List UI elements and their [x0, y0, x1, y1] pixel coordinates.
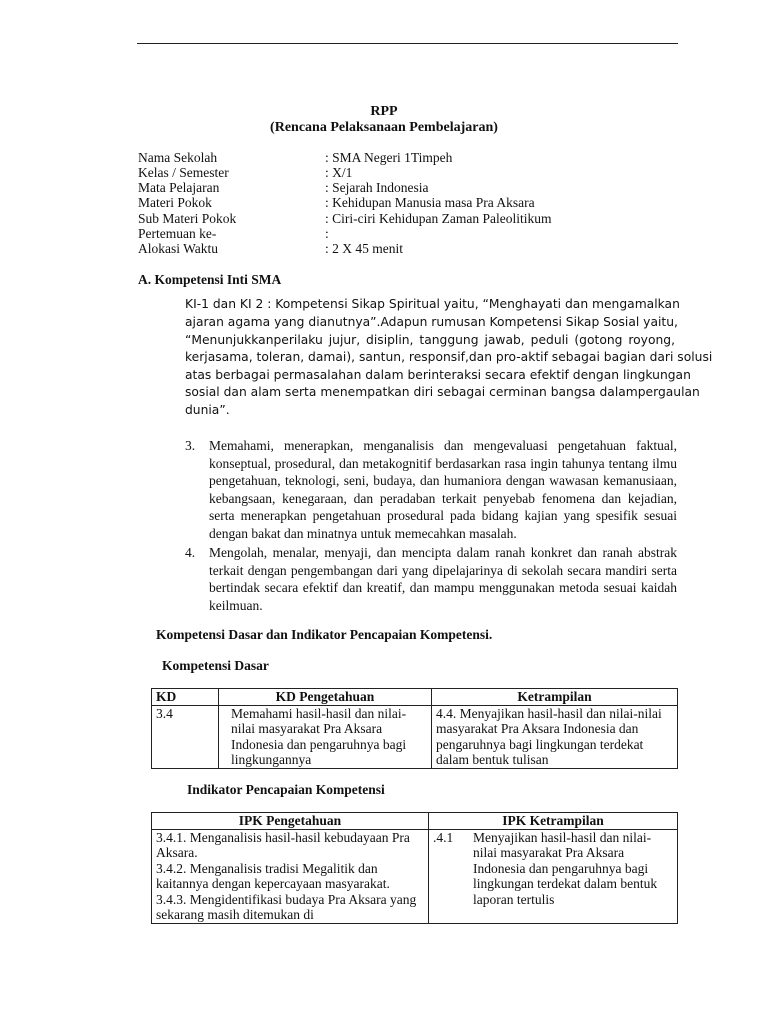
info-label: Alokasi Waktu [138, 241, 219, 256]
header-rule [137, 43, 678, 44]
document-title: RPP [370, 104, 398, 119]
ipk-item: 3.4.3. Mengidentifikasi budaya Pra Aksara yang sekarang masih ditemukan di [156, 891, 417, 922]
ipk-item: 3.4.1. Menganalisis hasil-hasil kebudayaan Pra Aksara. [156, 829, 410, 860]
ipk-ketrampilan-item [433, 830, 673, 908]
info-value: : 2 X 45 menit [325, 241, 403, 256]
kd-code-cell: 3.4 [152, 705, 219, 768]
info-label: Mata Pelajaran [138, 180, 220, 195]
ipk-heading: Indikator Pencapaian Kompetensi [187, 782, 385, 797]
info-value: : SMA Negeri 1Timpeh [325, 150, 453, 165]
ki-paragraph-line: sosial dan alam serta menempatkan diri sebagai cerminan bangsa dalampergaulan [185, 385, 700, 399]
info-value: : X/1 [325, 165, 353, 180]
info-value: : Kehidupan Manusia masa Pra Aksara [325, 195, 535, 210]
ki-paragraph-line: “Menunjukkanperilaku jujur, disiplin, tanggung jawab, peduli (gotong royong, [185, 333, 675, 347]
ipk-item: 3.4.2. Menganalisis tradisi Megalitik dan kaitannya dengan kepercayaan masyarakat. [156, 860, 390, 891]
ki-paragraph-line: dunia”. [185, 403, 230, 417]
table-row [152, 829, 678, 923]
section-a-heading: A. Kompetensi Inti SMA [138, 272, 282, 287]
item-text: Mengolah, menalar, menyaji, dan mencipta dalam ranah konkret dan ranah abstrak terkait dengan pengembangan dari yang dipelajarinya di sekolah secara mandiri serta bertindak secara efektif dan kreatif, dan mampu menggunakan metoda sesuai kaidah keilmuan. [209, 545, 677, 613]
item-number: 3. [185, 438, 196, 453]
item-text: Memahami, menerapkan, menganalisis dan mengevaluasi pengetahuan faktual, konseptual, prosedural, dan metakognitif berdasarkan rasa ingin tahunya tentang ilmu pengetahuan, teknologi, seni, budaya, dan humaniora dengan wawasan kemanusiaan, kebangsaan, kenegaraan, dan peradaban terkait penyebab fenomena dan kejadian, serta menerapkan pengetahuan prosedural pada bidang kajian yang spesifik sesuai dengan bakat dan minatnya untuk memecahkan masalah. [209, 438, 677, 541]
info-label: Nama Sekolah [138, 150, 218, 165]
ki-paragraph-line: kerjasama, toleran, damai), santun, responsif,dan pro-aktif sebagai bagian dari solusi [185, 350, 713, 364]
kd-pengetahuan-cell: Memahami hasil-hasil dan nilai-nilai masyarakat Pra Aksara Indonesia dan pengaruhnya bagi lingkungannya [219, 705, 432, 768]
kd-table [151, 688, 678, 769]
info-value: : Ciri-ciri Kehidupan Zaman Paleolitikum [325, 211, 552, 226]
ki-paragraph-line: atas berbagai permasalahan dalam berinteraksi secara efektif dengan lingkungan [185, 368, 691, 382]
ipk-ketrampilan-cell [429, 829, 678, 923]
item-number: 4. [185, 545, 196, 560]
info-label: Materi Pokok [138, 195, 212, 210]
info-value: : [325, 226, 329, 241]
info-value: : Sejarah Indonesia [325, 180, 429, 195]
info-label: Kelas / Semester [138, 165, 229, 180]
kd-ipk-heading: Kompetensi Dasar dan Indikator Pencapaian Kompetensi. [156, 627, 493, 642]
kd-ketrampilan-cell: 4.4. Menyajikan hasil-hasil dan nilai-nilai masyarakat Pra Aksara Indonesia dan pengaruhnya bagi lingkungan terdekat dalam bentuk tulisan [432, 705, 678, 768]
kd-subheading: Kompetensi Dasar [162, 658, 269, 673]
table-header-ipk-pengetahuan: IPK Pengetahuan [152, 813, 429, 830]
ipk-table [151, 812, 678, 924]
table-header-row [152, 813, 678, 830]
table-header-ketrampilan: Ketrampilan [432, 689, 678, 706]
document-subtitle: (Rencana Pelaksanaan Pembelajaran) [270, 120, 498, 135]
table-header-pengetahuan: KD Pengetahuan [219, 689, 432, 706]
table-header-ipk-ketrampilan: IPK Ketrampilan [429, 813, 678, 830]
ki-paragraph-line: KI-1 dan KI 2 : Kompetensi Sikap Spiritual yaitu, “Menghayati dan mengamalkan [185, 297, 680, 311]
table-header-kd: KD [152, 689, 219, 706]
table-header-row [152, 689, 678, 706]
ki-paragraph [185, 296, 713, 426]
ipk-ketrampilan-text: Menyajikan hasil-hasil dan nilai-nilai masyarakat Pra Aksara Indonesia dan pengaruhnya bagi lingkungan terdekat dalam bentuk laporan tertulis [473, 829, 658, 907]
ipk-ketrampilan-number: .4.1 [433, 829, 454, 845]
ki-paragraph-line: ajaran agama yang dianutnya”.Adapun rumusan Kompetensi Sikap Sosial yaitu, [185, 315, 678, 329]
info-label: Pertemuan ke- [138, 226, 217, 241]
table-row [152, 705, 678, 768]
info-label: Sub Materi Pokok [138, 211, 237, 226]
ipk-pengetahuan-cell [152, 829, 429, 923]
